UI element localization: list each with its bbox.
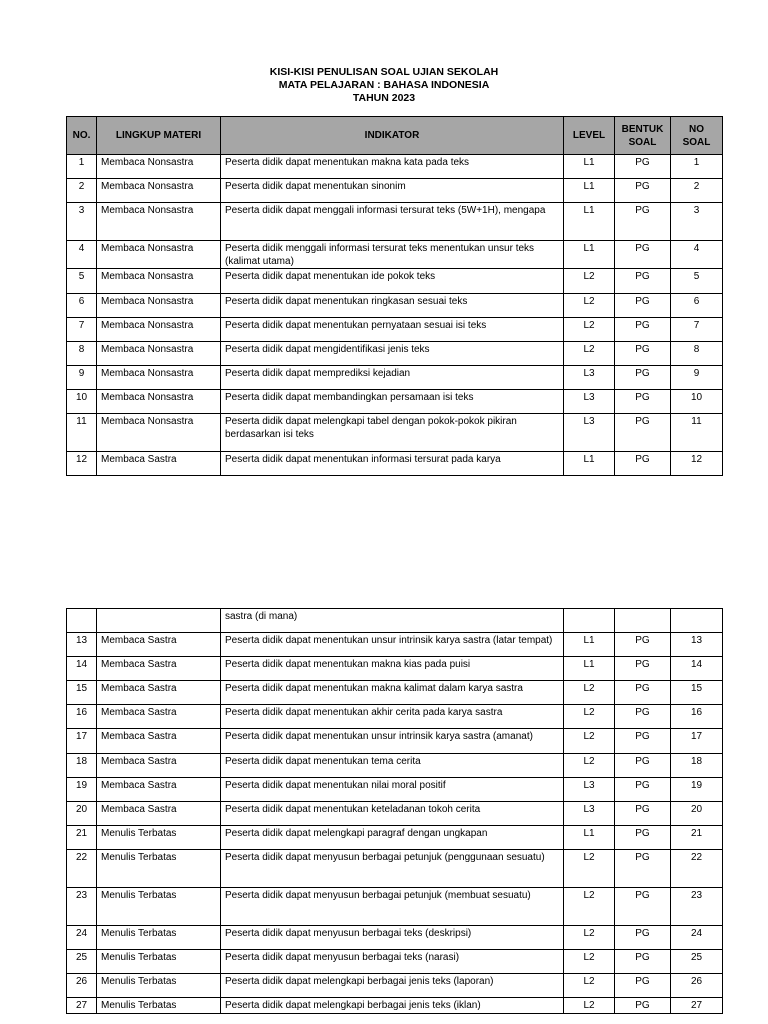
row-bentuk-soal: PG <box>615 729 671 754</box>
table-row <box>67 294 723 318</box>
col-header-bentuk-line-2: SOAL <box>628 136 657 148</box>
row-lingkup-materi: Membaca Nonsastra <box>97 390 221 414</box>
row-no-soal: 19 <box>671 778 723 802</box>
row-bentuk-soal: PG <box>615 318 671 342</box>
row-bentuk-soal: PG <box>615 155 671 179</box>
row-indikator: Peserta didik dapat menentukan ide pokok teks <box>221 269 564 294</box>
row-level: L3 <box>564 414 615 452</box>
document-title <box>0 66 768 105</box>
row-no: 1 <box>67 155 97 179</box>
row-indikator: Peserta didik dapat menentukan unsur intrinsik karya sastra (latar tempat) <box>221 633 564 657</box>
row-indikator: Peserta didik dapat menentukan sinonim <box>221 179 564 203</box>
row-bentuk-soal: PG <box>615 241 671 269</box>
row-lingkup-materi: Membaca Nonsastra <box>97 179 221 203</box>
row-no: 16 <box>67 705 97 729</box>
table-row <box>67 974 723 998</box>
row-no-soal: 4 <box>671 241 723 269</box>
kisi-kisi-table-page-2 <box>66 608 723 1014</box>
row-level: L3 <box>564 802 615 826</box>
row-lingkup-materi: Membaca Nonsastra <box>97 294 221 318</box>
table-row <box>67 609 723 633</box>
row-level: L3 <box>564 366 615 390</box>
row-level <box>564 609 615 633</box>
row-lingkup-materi: Membaca Nonsastra <box>97 203 221 241</box>
table-row <box>67 633 723 657</box>
row-level: L2 <box>564 729 615 754</box>
row-no: 11 <box>67 414 97 452</box>
row-no: 25 <box>67 950 97 974</box>
title-line-3: TAHUN 2023 <box>352 92 416 104</box>
table-row <box>67 729 723 754</box>
row-bentuk-soal: PG <box>615 203 671 241</box>
row-lingkup-materi: Membaca Sastra <box>97 681 221 705</box>
row-lingkup-materi: Membaca Nonsastra <box>97 414 221 452</box>
row-bentuk-soal: PG <box>615 366 671 390</box>
row-indikator: Peserta didik dapat menyusun berbagai petunjuk (penggunaan sesuatu) <box>221 850 564 888</box>
row-lingkup-materi: Menulis Terbatas <box>97 826 221 850</box>
table-row <box>67 778 723 802</box>
row-lingkup-materi: Menulis Terbatas <box>97 926 221 950</box>
row-no-soal: 15 <box>671 681 723 705</box>
row-indikator: Peserta didik dapat menentukan informasi tersurat pada karya <box>221 452 564 476</box>
table-row <box>67 342 723 366</box>
table-header-row <box>67 117 723 155</box>
row-indikator: Peserta didik menggali informasi tersurat teks menentukan unsur teks (kalimat utama) <box>221 241 564 269</box>
row-bentuk-soal: PG <box>615 998 671 1014</box>
row-level: L2 <box>564 850 615 888</box>
row-no-soal: 8 <box>671 342 723 366</box>
row-no: 19 <box>67 778 97 802</box>
table-row <box>67 203 723 241</box>
row-bentuk-soal: PG <box>615 802 671 826</box>
col-header-nosoal-line-2: SOAL <box>682 136 711 148</box>
table-row <box>67 681 723 705</box>
table-row <box>67 888 723 926</box>
row-no: 3 <box>67 203 97 241</box>
row-no-soal: 5 <box>671 269 723 294</box>
table-row <box>67 705 723 729</box>
row-no: 24 <box>67 926 97 950</box>
row-no: 23 <box>67 888 97 926</box>
row-level: L3 <box>564 778 615 802</box>
row-level: L2 <box>564 926 615 950</box>
table-row <box>67 998 723 1014</box>
row-bentuk-soal: PG <box>615 657 671 681</box>
row-no-soal: 22 <box>671 850 723 888</box>
row-bentuk-soal: PG <box>615 269 671 294</box>
row-no: 4 <box>67 241 97 269</box>
title-line-1: KISI-KISI PENULISAN SOAL UJIAN SEKOLAH <box>269 66 499 78</box>
col-header-bentuk-soal <box>615 117 671 155</box>
row-bentuk-soal: PG <box>615 414 671 452</box>
row-level: L2 <box>564 974 615 998</box>
row-indikator: Peserta didik dapat menentukan unsur intrinsik karya sastra (amanat) <box>221 729 564 754</box>
row-lingkup-materi: Menulis Terbatas <box>97 850 221 888</box>
table-row <box>67 414 723 452</box>
row-no-soal: 20 <box>671 802 723 826</box>
row-bentuk-soal: PG <box>615 850 671 888</box>
row-bentuk-soal: PG <box>615 705 671 729</box>
row-no: 9 <box>67 366 97 390</box>
row-level: L2 <box>564 888 615 926</box>
row-no-soal: 17 <box>671 729 723 754</box>
row-indikator: Peserta didik dapat melengkapi paragraf dengan ungkapan <box>221 826 564 850</box>
row-indikator: Peserta didik dapat menentukan makna kalimat dalam karya sastra <box>221 681 564 705</box>
row-no-soal: 2 <box>671 179 723 203</box>
table-row <box>67 452 723 476</box>
row-lingkup-materi: Membaca Nonsastra <box>97 318 221 342</box>
row-no: 17 <box>67 729 97 754</box>
row-no: 10 <box>67 390 97 414</box>
row-level: L2 <box>564 681 615 705</box>
col-header-no-soal <box>671 117 723 155</box>
row-indikator: Peserta didik dapat menggali informasi tersurat teks (5W+1H), mengapa <box>221 203 564 241</box>
row-bentuk-soal: PG <box>615 950 671 974</box>
row-no-soal: 14 <box>671 657 723 681</box>
row-bentuk-soal: PG <box>615 633 671 657</box>
row-no-soal: 6 <box>671 294 723 318</box>
row-bentuk-soal: PG <box>615 179 671 203</box>
row-no-soal: 23 <box>671 888 723 926</box>
row-level: L1 <box>564 657 615 681</box>
row-no: 8 <box>67 342 97 366</box>
row-bentuk-soal: PG <box>615 342 671 366</box>
row-level: L2 <box>564 294 615 318</box>
row-bentuk-soal: PG <box>615 390 671 414</box>
row-no: 12 <box>67 452 97 476</box>
table-row <box>67 390 723 414</box>
row-no: 6 <box>67 294 97 318</box>
table-row <box>67 241 723 269</box>
row-level: L1 <box>564 155 615 179</box>
row-bentuk-soal: PG <box>615 926 671 950</box>
row-bentuk-soal: PG <box>615 778 671 802</box>
row-level: L2 <box>564 318 615 342</box>
row-indikator: Peserta didik dapat menyusun berbagai teks (narasi) <box>221 950 564 974</box>
row-no-soal: 1 <box>671 155 723 179</box>
row-no-soal: 18 <box>671 754 723 778</box>
row-level: L3 <box>564 390 615 414</box>
row-no: 27 <box>67 998 97 1014</box>
title-line-2: MATA PELAJARAN : BAHASA INDONESIA <box>278 79 490 91</box>
row-no: 26 <box>67 974 97 998</box>
table-row <box>67 802 723 826</box>
row-level: L1 <box>564 452 615 476</box>
row-indikator: Peserta didik dapat mengidentifikasi jenis teks <box>221 342 564 366</box>
row-level: L1 <box>564 826 615 850</box>
row-lingkup-materi: Membaca Sastra <box>97 802 221 826</box>
row-lingkup-materi: Membaca Nonsastra <box>97 155 221 179</box>
row-indikator: Peserta didik dapat menentukan nilai moral positif <box>221 778 564 802</box>
row-no: 14 <box>67 657 97 681</box>
row-bentuk-soal: PG <box>615 681 671 705</box>
row-no <box>67 609 97 633</box>
row-no-soal: 26 <box>671 974 723 998</box>
row-indikator: Peserta didik dapat menentukan makna kata pada teks <box>221 155 564 179</box>
row-level: L1 <box>564 241 615 269</box>
col-header-nosoal-line-1: NO <box>689 123 704 135</box>
table-row <box>67 155 723 179</box>
table-row <box>67 754 723 778</box>
col-header-no: NO. <box>67 117 97 155</box>
col-header-bentuk-line-1: BENTUK <box>621 123 664 135</box>
col-header-level: LEVEL <box>564 117 615 155</box>
row-no: 7 <box>67 318 97 342</box>
row-level: L2 <box>564 754 615 778</box>
row-lingkup-materi: Membaca Sastra <box>97 705 221 729</box>
row-indikator: Peserta didik dapat menentukan pernyataan sesuai isi teks <box>221 318 564 342</box>
row-no-soal: 12 <box>671 452 723 476</box>
row-lingkup-materi: Membaca Sastra <box>97 729 221 754</box>
row-no-soal: 11 <box>671 414 723 452</box>
row-no-soal: 13 <box>671 633 723 657</box>
row-lingkup-materi: Membaca Nonsastra <box>97 342 221 366</box>
row-no: 22 <box>67 850 97 888</box>
row-lingkup-materi: Membaca Sastra <box>97 778 221 802</box>
row-bentuk-soal: PG <box>615 452 671 476</box>
row-lingkup-materi: Menulis Terbatas <box>97 974 221 998</box>
row-no-soal: 25 <box>671 950 723 974</box>
row-no: 5 <box>67 269 97 294</box>
row-no-soal: 16 <box>671 705 723 729</box>
row-indikator: Peserta didik dapat memprediksi kejadian <box>221 366 564 390</box>
row-lingkup-materi: Membaca Sastra <box>97 754 221 778</box>
row-no-soal: 10 <box>671 390 723 414</box>
row-indikator: Peserta didik dapat melengkapi berbagai jenis teks (laporan) <box>221 974 564 998</box>
row-indikator: Peserta didik dapat menyusun berbagai petunjuk (membuat sesuatu) <box>221 888 564 926</box>
table-row <box>67 366 723 390</box>
row-no: 2 <box>67 179 97 203</box>
col-header-indikator: INDIKATOR <box>221 117 564 155</box>
row-level: L1 <box>564 633 615 657</box>
row-bentuk-soal: PG <box>615 888 671 926</box>
row-indikator: Peserta didik dapat menyusun berbagai teks (deskripsi) <box>221 926 564 950</box>
row-level: L2 <box>564 950 615 974</box>
table-row <box>67 926 723 950</box>
row-no-soal: 24 <box>671 926 723 950</box>
table-row <box>67 950 723 974</box>
table-row <box>67 318 723 342</box>
row-indikator: Peserta didik dapat menentukan tema cerita <box>221 754 564 778</box>
row-lingkup-materi: Menulis Terbatas <box>97 888 221 926</box>
row-lingkup-materi: Membaca Sastra <box>97 452 221 476</box>
row-indikator: Peserta didik dapat membandingkan persamaan isi teks <box>221 390 564 414</box>
kisi-kisi-table-page-1 <box>66 116 723 476</box>
row-no-soal: 27 <box>671 998 723 1014</box>
row-no-soal: 7 <box>671 318 723 342</box>
row-bentuk-soal: PG <box>615 826 671 850</box>
row-lingkup-materi: Membaca Nonsastra <box>97 241 221 269</box>
row-no: 15 <box>67 681 97 705</box>
table-row <box>67 850 723 888</box>
row-indikator: sastra (di mana) <box>221 609 564 633</box>
row-bentuk-soal: PG <box>615 294 671 318</box>
row-no-soal: 9 <box>671 366 723 390</box>
row-lingkup-materi: Menulis Terbatas <box>97 998 221 1014</box>
row-indikator: Peserta didik dapat menentukan makna kias pada puisi <box>221 657 564 681</box>
row-level: L2 <box>564 269 615 294</box>
table-row <box>67 657 723 681</box>
row-no: 18 <box>67 754 97 778</box>
row-indikator: Peserta didik dapat menentukan ringkasan sesuai teks <box>221 294 564 318</box>
row-lingkup-materi: Membaca Sastra <box>97 633 221 657</box>
row-bentuk-soal <box>615 609 671 633</box>
row-no-soal <box>671 609 723 633</box>
col-header-lingkup-materi: LINGKUP MATERI <box>97 117 221 155</box>
row-lingkup-materi <box>97 609 221 633</box>
table-row <box>67 179 723 203</box>
row-indikator: Peserta didik dapat melengkapi tabel dengan pokok-pokok pikiran berdasarkan isi teks <box>221 414 564 452</box>
row-indikator: Peserta didik dapat menentukan keteladanan tokoh cerita <box>221 802 564 826</box>
row-level: L2 <box>564 342 615 366</box>
row-lingkup-materi: Membaca Nonsastra <box>97 366 221 390</box>
row-level: L1 <box>564 203 615 241</box>
row-no: 13 <box>67 633 97 657</box>
row-indikator: Peserta didik dapat menentukan akhir cerita pada karya sastra <box>221 705 564 729</box>
row-bentuk-soal: PG <box>615 754 671 778</box>
row-indikator: Peserta didik dapat melengkapi berbagai jenis teks (iklan) <box>221 998 564 1014</box>
row-lingkup-materi: Menulis Terbatas <box>97 950 221 974</box>
row-level: L1 <box>564 179 615 203</box>
table-row <box>67 269 723 294</box>
row-no-soal: 3 <box>671 203 723 241</box>
row-lingkup-materi: Membaca Nonsastra <box>97 269 221 294</box>
row-no: 20 <box>67 802 97 826</box>
table-row <box>67 826 723 850</box>
row-level: L2 <box>564 705 615 729</box>
row-bentuk-soal: PG <box>615 974 671 998</box>
row-no: 21 <box>67 826 97 850</box>
row-no-soal: 21 <box>671 826 723 850</box>
row-level: L2 <box>564 998 615 1014</box>
row-lingkup-materi: Membaca Sastra <box>97 657 221 681</box>
